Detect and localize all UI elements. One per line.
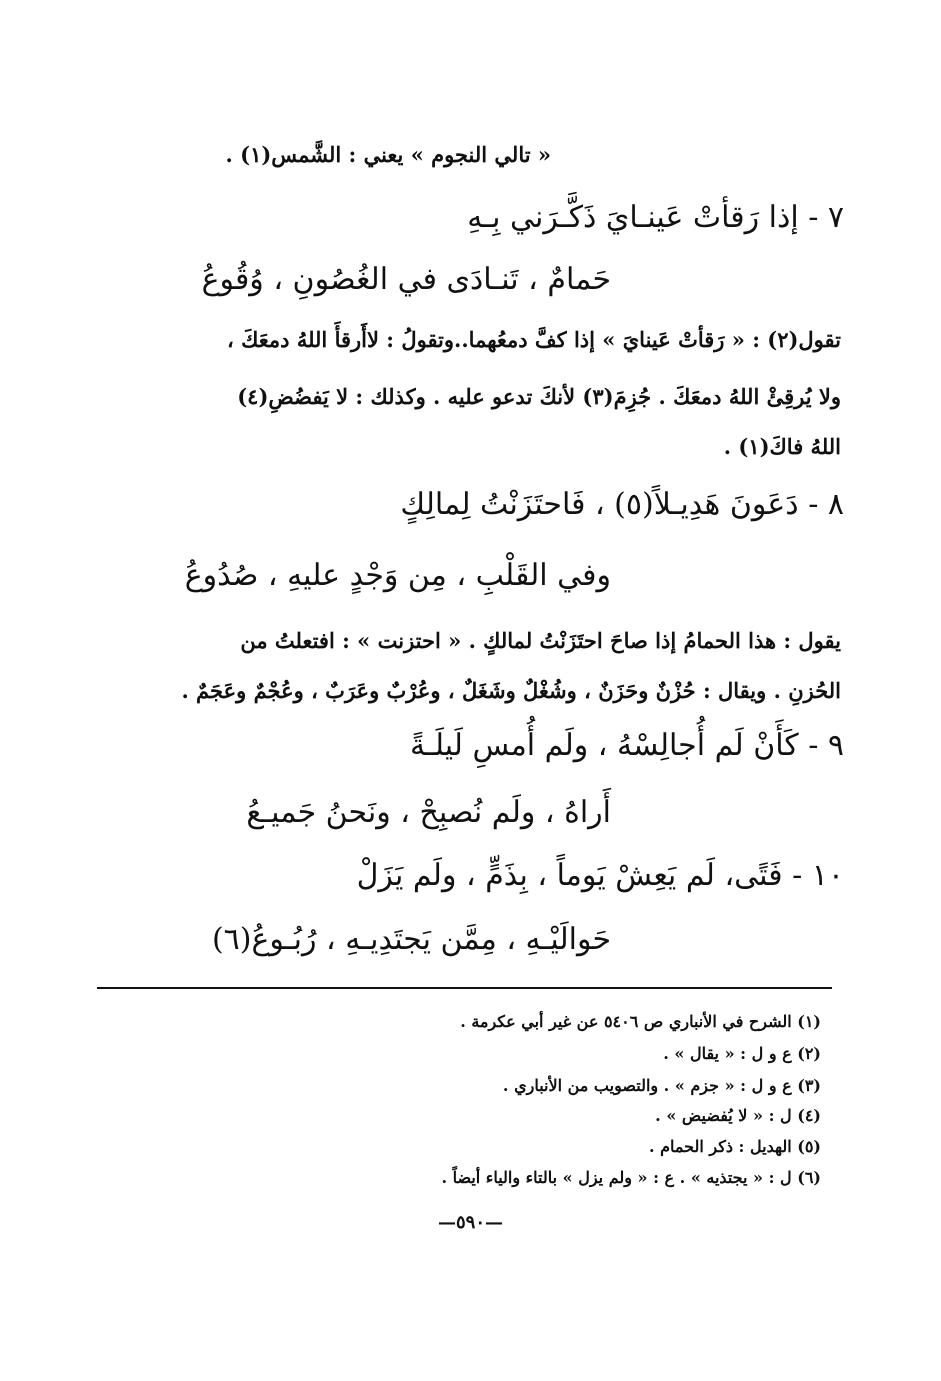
footnote-number: (٦) xyxy=(797,1168,821,1187)
footnote-divider xyxy=(97,987,832,989)
footnote xyxy=(649,1137,821,1156)
footnote-text: ل : « يجتذيه » . ع : « ولم يزل » بالتاء والياء أيضاً . xyxy=(441,1168,792,1187)
footnote-number: (٣) xyxy=(797,1076,821,1095)
footnote-number: (١) xyxy=(797,1012,821,1031)
verse-second-hemistich: حَمامٌ ، تَنـادَى في الغُصُونِ ، وُقُوعُ xyxy=(201,262,611,297)
commentary-line: ولا يُرقِئْ اللهُ دمعَكَ . جُزِمَ(٣) لأنكَ تدعو عليه . وكذلك : لا يَفضُضِ(٤) xyxy=(237,384,841,409)
footnote-number: (٢) xyxy=(797,1044,821,1063)
verse-first-hemistich: ٨ - دَعَونَ هَدِيـلاً(٥) ، فَاحتَزَنْتُ لِمالِكٍ xyxy=(400,487,844,522)
footnote xyxy=(460,1012,821,1031)
verse-second-hemistich: وفي القَلْبِ ، مِن وَجْدٍ عليهِ ، صُدُوعُ xyxy=(184,558,611,593)
verse-first-hemistich: ٧ - إذا رَقأتْ عَينـايَ ذَكَّـرَني بِـهِ xyxy=(467,200,844,235)
commentary-line: الحُزنِ . ويقال : حُزْنٌ وحَزَنٌ ، وشُغْلٌ وشَغَلٌ ، وعُرْبٌ وعَرَبٌ ، وعُجْمٌ وعَجَمٌ . xyxy=(181,678,841,703)
footnote xyxy=(503,1076,821,1095)
commentary-line: يقول : هذا الحمامُ إذا صاحَ احتَزَنْتُ لمالكٍ . « احتزنت » : افتعلتُ من xyxy=(240,628,841,653)
footnote-number: (٥) xyxy=(797,1137,821,1156)
footnote xyxy=(441,1168,821,1187)
page-number: —٥٩٠— xyxy=(437,1212,503,1233)
footnote xyxy=(655,1106,821,1125)
commentary-line: تقول(٢) : « رَقأتْ عَينايَ » إذا كفَّ دمعُهما..وتقولُ : لاأَرقأَ اللهُ دمعَكَ ، xyxy=(226,327,841,352)
footnote-text: الهديل : ذكر الحمام . xyxy=(649,1137,792,1156)
verse-first-hemistich: ١٠ - فَتًى، لَم يَعِشْ يَوماً ، بِذَمٍّ ، ولَم يَزَلْ xyxy=(356,858,844,893)
footnote-text: الشرح في الأنباري ص ٥٤٠٦ عن غير أبي عكرمة . xyxy=(460,1012,792,1031)
footnote-number: (٤) xyxy=(797,1106,821,1125)
footnote-text: ع و ل : « جزم » . والتصويب من الأنباري . xyxy=(502,1076,792,1095)
verse-second-hemistich: حَوالَيْـهِ ، مِمَّن يَجتَدِيـهِ ، رُبُـوعُ(٦) xyxy=(211,922,611,957)
verse-first-hemistich: ٩ - كَأَنْ لَم أُجالِسْهُ ، ولَم أُمسِ لَيلَـةً xyxy=(409,728,844,763)
footnote xyxy=(663,1044,821,1063)
verse-second-hemistich: أَراهُ ، ولَم نُصبِحْ ، ونَحنُ جَميـعُ xyxy=(246,795,611,830)
footnote-text: ل : « لا يُفضيض » . xyxy=(655,1106,792,1125)
commentary-line: « تالي النجوم » يعني : الشَّمس(١) . xyxy=(225,142,551,167)
footnote-text: ع و ل : « يقال » . xyxy=(663,1044,792,1063)
commentary-line: اللهُ فاكَ(١) . xyxy=(723,434,841,459)
